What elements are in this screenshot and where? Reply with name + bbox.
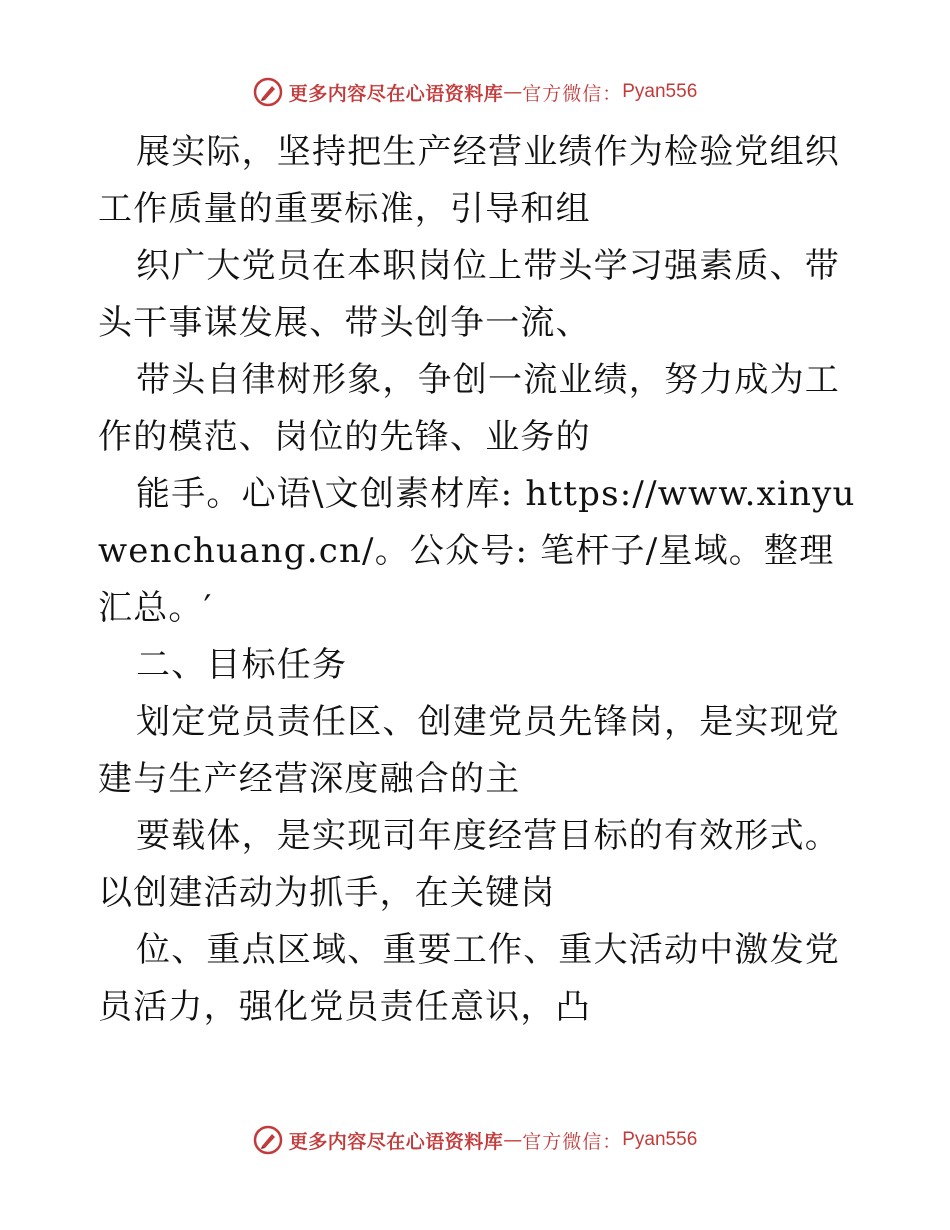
watermark-title: 更多内容尽在心语资料库: [288, 1130, 504, 1153]
watermark-wechat-label: 官方微信：: [522, 82, 623, 105]
paragraph: 展实际，坚持把生产经营业绩作为检验党组织工作质量的重要标准，引导和组: [98, 132, 840, 229]
paragraph: 位、重点区域、重要工作、重大活动中激发党员活力，强化党员责任意识，凸: [98, 930, 840, 1027]
watermark-wechat-id: Pyan556: [622, 81, 698, 102]
footer-watermark: [0, 1120, 950, 1160]
pen-logo-icon: [253, 1125, 283, 1155]
paragraph: 带头自律树形象，争创一流业绩，努力成为工作的模范、岗位的先锋、业务的: [98, 360, 840, 457]
watermark-wechat-id: Pyan556: [622, 1129, 698, 1150]
paragraph: 能手。心语\文创素材库: https://www.xinyuwenchuang.cn/。公众号: 笔杆子/星域。整理汇总。′: [98, 474, 856, 628]
pen-logo-icon: [253, 77, 283, 107]
watermark-wechat-label: 官方微信：: [522, 1130, 623, 1153]
paragraph: 划定党员责任区、创建党员先锋岗，是实现党建与生产经营深度融合的主: [98, 702, 840, 799]
paragraph: 织广大党员在本职岗位上带头学习强素质、带头干事谋发展、带头创争一流、: [98, 246, 840, 343]
watermark-dash: —: [503, 81, 523, 103]
watermark-dash: —: [503, 1129, 523, 1151]
paragraph: 要载体，是实现司年度经营目标的有效形式。以创建活动为抓手，在关键岗: [98, 816, 840, 913]
header-watermark: [0, 72, 950, 112]
document-body: [98, 124, 858, 1036]
watermark-title: 更多内容尽在心语资料库: [288, 82, 504, 105]
section-heading: 二、目标任务: [136, 645, 348, 685]
